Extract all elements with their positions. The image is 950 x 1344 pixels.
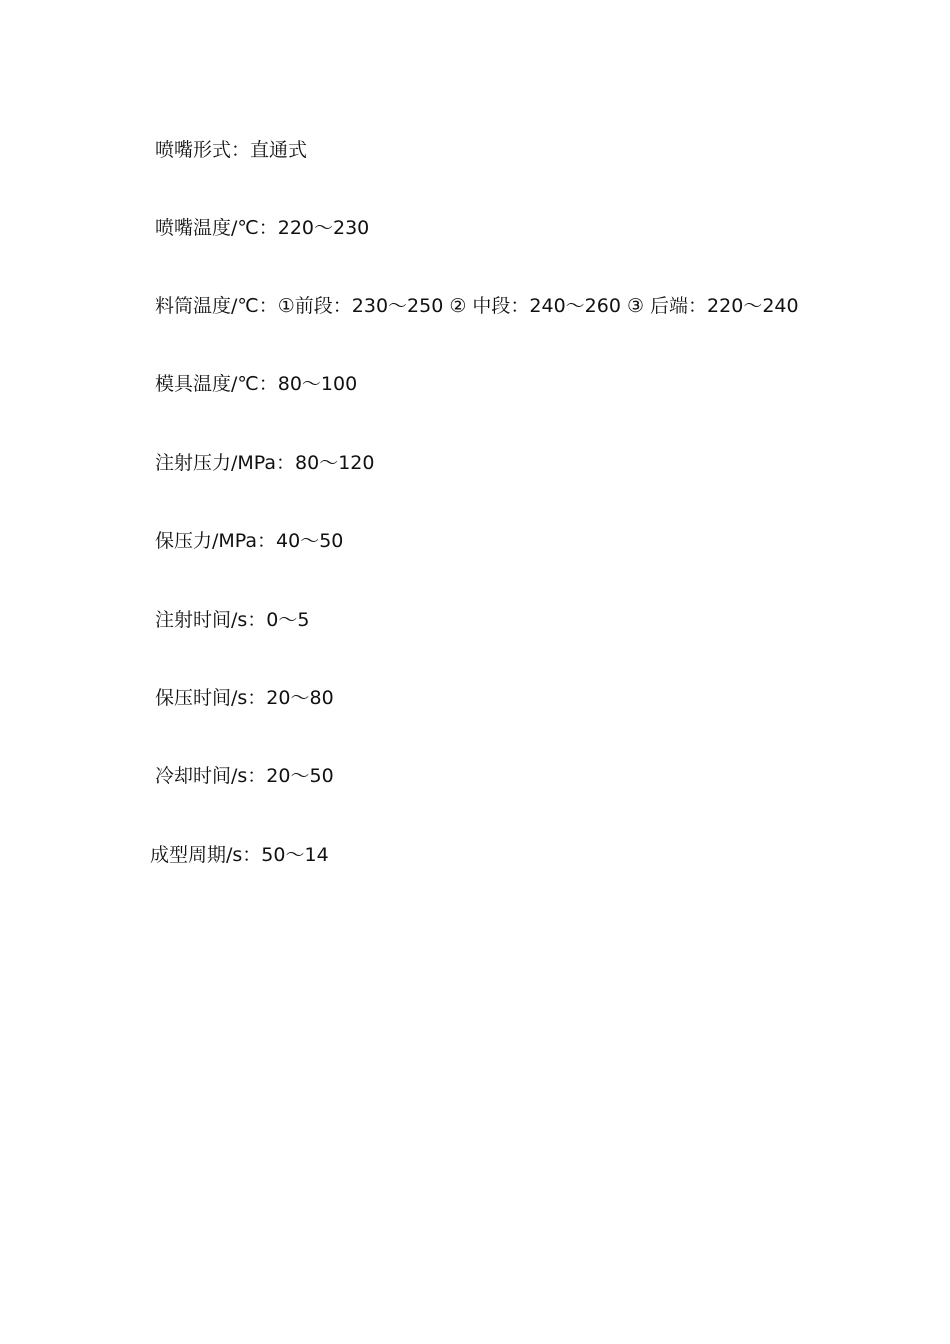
holding-pressure-line: 保压力/MPa：40～50 <box>155 530 344 552</box>
injection-time-line: 注射时间/s：0～5 <box>155 609 310 631</box>
barrel-temperature-line: 料筒温度/℃：①前段：230～250 ② 中段：240～260 ③ 后端：220～240 <box>155 295 799 317</box>
mold-temperature-line: 模具温度/℃：80～100 <box>155 373 358 395</box>
molding-cycle-line: 成型周期/s：50～14 <box>150 844 329 866</box>
nozzle-type-line: 喷嘴形式：直通式 <box>155 139 308 161</box>
injection-pressure-line: 注射压力/MPa：80～120 <box>155 452 375 474</box>
holding-time-line: 保压时间/s：20～80 <box>155 687 334 709</box>
cooling-time-line: 冷却时间/s：20～50 <box>155 765 334 787</box>
nozzle-temperature-line: 喷嘴温度/℃：220～230 <box>155 217 370 239</box>
